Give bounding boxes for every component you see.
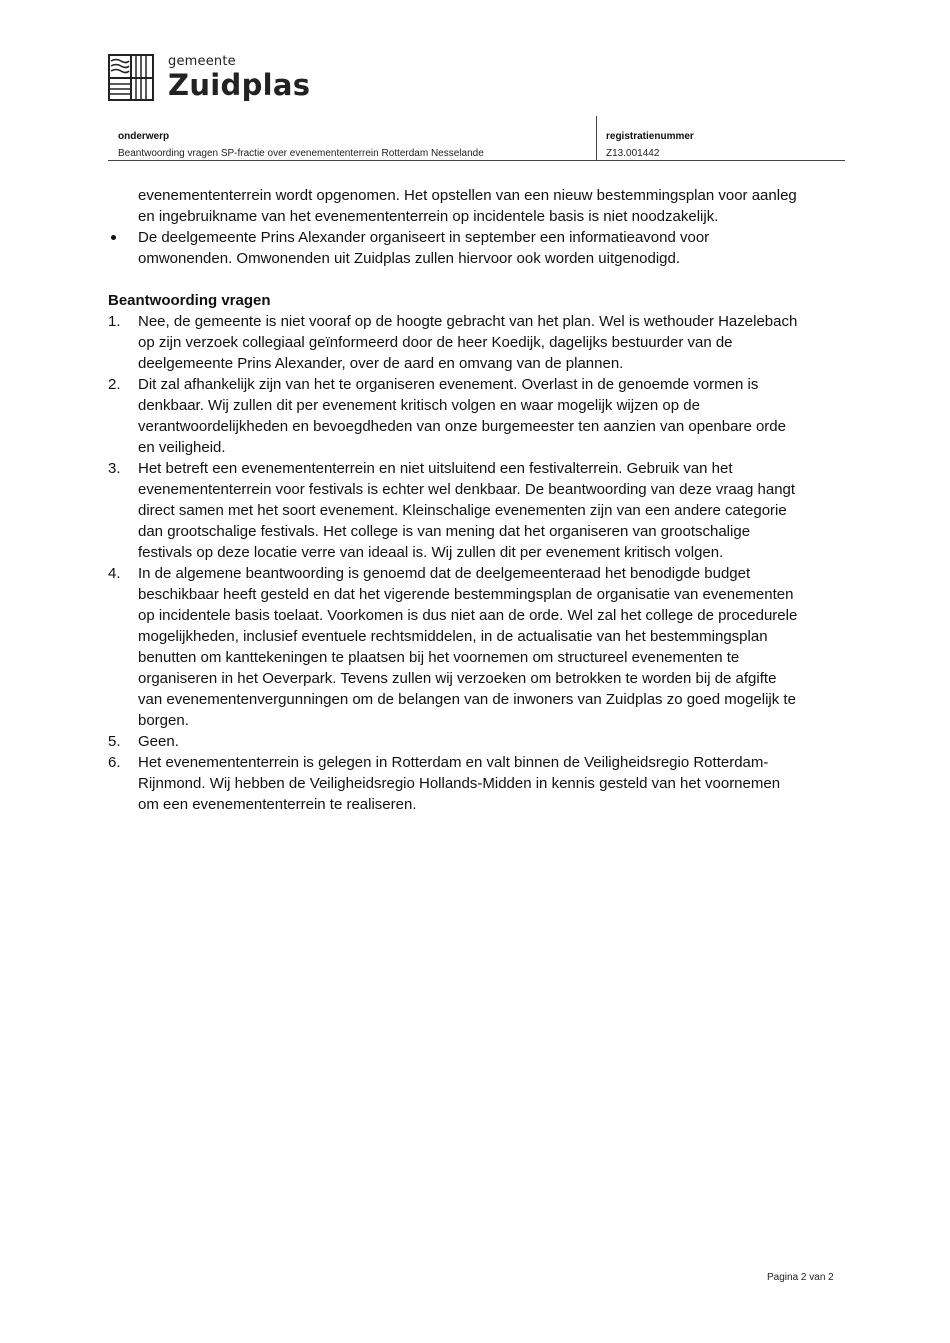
body-line: van evenementenvergunningen om de belangen van de inwoners van Zuidplas zo goed mogelijk te bbox=[138, 691, 796, 708]
body-line: evenemententerrein voor festivals is echter wel denkbaar. De beantwoording van deze vraag hangt bbox=[138, 481, 796, 498]
body-line: omwonenden. Omwonenden uit Zuidplas zullen hiervoor ook worden uitgenodigd. bbox=[138, 250, 681, 267]
bullet-icon bbox=[111, 235, 116, 240]
bullet-item bbox=[108, 227, 843, 269]
registration-label: registratienummer bbox=[606, 131, 694, 142]
intro-continuation bbox=[108, 185, 843, 227]
list-number: 5. bbox=[108, 733, 121, 750]
body-line: en veiligheid. bbox=[138, 439, 226, 456]
body-line: Geen. bbox=[138, 733, 179, 750]
letter-body bbox=[108, 185, 843, 815]
body-line: direct samen met het soort evenement. Kleinschalige evenementen zijn van een andere categorie bbox=[138, 502, 787, 519]
body-line: festivals op deze locatie verre van ideaal is. Wij zullen dit per evenement kritisch volgen. bbox=[138, 544, 724, 561]
subject-value: Beantwoording vragen SP-fractie over evenemententerrein Rotterdam Nesselande bbox=[118, 148, 484, 159]
body-line: borgen. bbox=[138, 712, 189, 729]
body-line: De deelgemeente Prins Alexander organiseert in september een informatieavond voor bbox=[138, 229, 710, 246]
answer-item bbox=[108, 374, 843, 458]
zuidplas-emblem-icon bbox=[108, 54, 154, 101]
body-line: op incidentele basis toelaat. Voorkomen is dus niet aan de orde. Wel zal het college de procedurele bbox=[138, 607, 798, 624]
body-line: om een evenemententerrein te realiseren. bbox=[138, 796, 417, 813]
list-number: 6. bbox=[108, 754, 121, 771]
list-number: 2. bbox=[108, 376, 121, 393]
body-line: Rijnmond. Wij hebben de Veiligheidsregio Hollands-Midden in kennis gesteld van het voornemen bbox=[138, 775, 781, 792]
registration-value: Z13.001442 bbox=[606, 148, 660, 159]
body-line: deelgemeente Prins Alexander, over de aard en omvang van de plannen. bbox=[138, 355, 624, 372]
answer-item bbox=[108, 311, 843, 374]
body-line: Dit zal afhankelijk zijn van het te organiseren evenement. Overlast in de genoemde vormen is bbox=[138, 376, 759, 393]
body-line: dan grootschalige festivals. Het college is van mening dat het organiseren van grootschalige bbox=[138, 523, 751, 540]
header-divider-horizontal bbox=[108, 160, 845, 161]
page-number: Pagina 2 van 2 bbox=[767, 1272, 834, 1283]
body-line: beschikbaar heeft gesteld en dat het vigerende bestemmingsplan de organisatie van evenementen bbox=[138, 586, 794, 603]
body-line: In de algemene beantwoording is genoemd dat de deelgemeenteraad het benodigde budget bbox=[138, 565, 751, 582]
body-line: evenemententerrein wordt opgenomen. Het opstellen van een nieuw bestemmingsplan voor aanleg bbox=[138, 187, 797, 204]
body-line: mogelijkheden, inclusief eventuele rechtsmiddelen, in de actualisatie van het bestemmingsplan bbox=[138, 628, 768, 645]
list-number: 4. bbox=[108, 565, 121, 582]
logo-zuidplas-text: Zuidplas bbox=[168, 68, 311, 102]
body-line: verantwoordelijkheden en bevoegdheden van onze burgemeester ten aanzien van openbare orde bbox=[138, 418, 786, 435]
answer-item bbox=[108, 458, 843, 563]
list-number: 1. bbox=[108, 313, 121, 330]
logo-gemeente-text: gemeente bbox=[168, 54, 236, 69]
header-divider-vertical bbox=[596, 116, 597, 161]
body-line: en ingebruikname van het evenemententerrein op incidentele basis is niet noodzakelijk. bbox=[138, 208, 719, 225]
body-line: benutten om kanttekeningen te plaatsen bij het voornemen om structureel evenementen te bbox=[138, 649, 740, 666]
answer-item bbox=[108, 563, 843, 731]
body-line: Het evenemententerrein is gelegen in Rotterdam en valt binnen de Veiligheidsregio Rotterdam- bbox=[138, 754, 769, 771]
section-heading: Beantwoording vragen bbox=[108, 292, 271, 309]
body-line: Het betreft een evenemententerrein en niet uitsluitend een festivalterrein. Gebruik van het bbox=[138, 460, 733, 477]
gemeente-logo bbox=[108, 54, 311, 104]
list-number: 3. bbox=[108, 460, 121, 477]
body-line: organiseren in het Oeverpark. Tevens zullen wij verzoeken om betrokken te worden bij de afgifte bbox=[138, 670, 777, 687]
answer-item bbox=[108, 752, 843, 815]
body-line: op zijn verzoek collegiaal geïnformeerd door de heer Koedijk, dagelijks bestuurder van de bbox=[138, 334, 733, 351]
subject-label: onderwerp bbox=[118, 131, 170, 142]
body-line: denkbaar. Wij zullen dit per evenement kritisch volgen en waar mogelijk wijzen op de bbox=[138, 397, 700, 414]
answer-item bbox=[108, 731, 843, 752]
body-line: Nee, de gemeente is niet vooraf op de hoogte gebracht van het plan. Wel is wethouder Hazelebach bbox=[138, 313, 798, 330]
